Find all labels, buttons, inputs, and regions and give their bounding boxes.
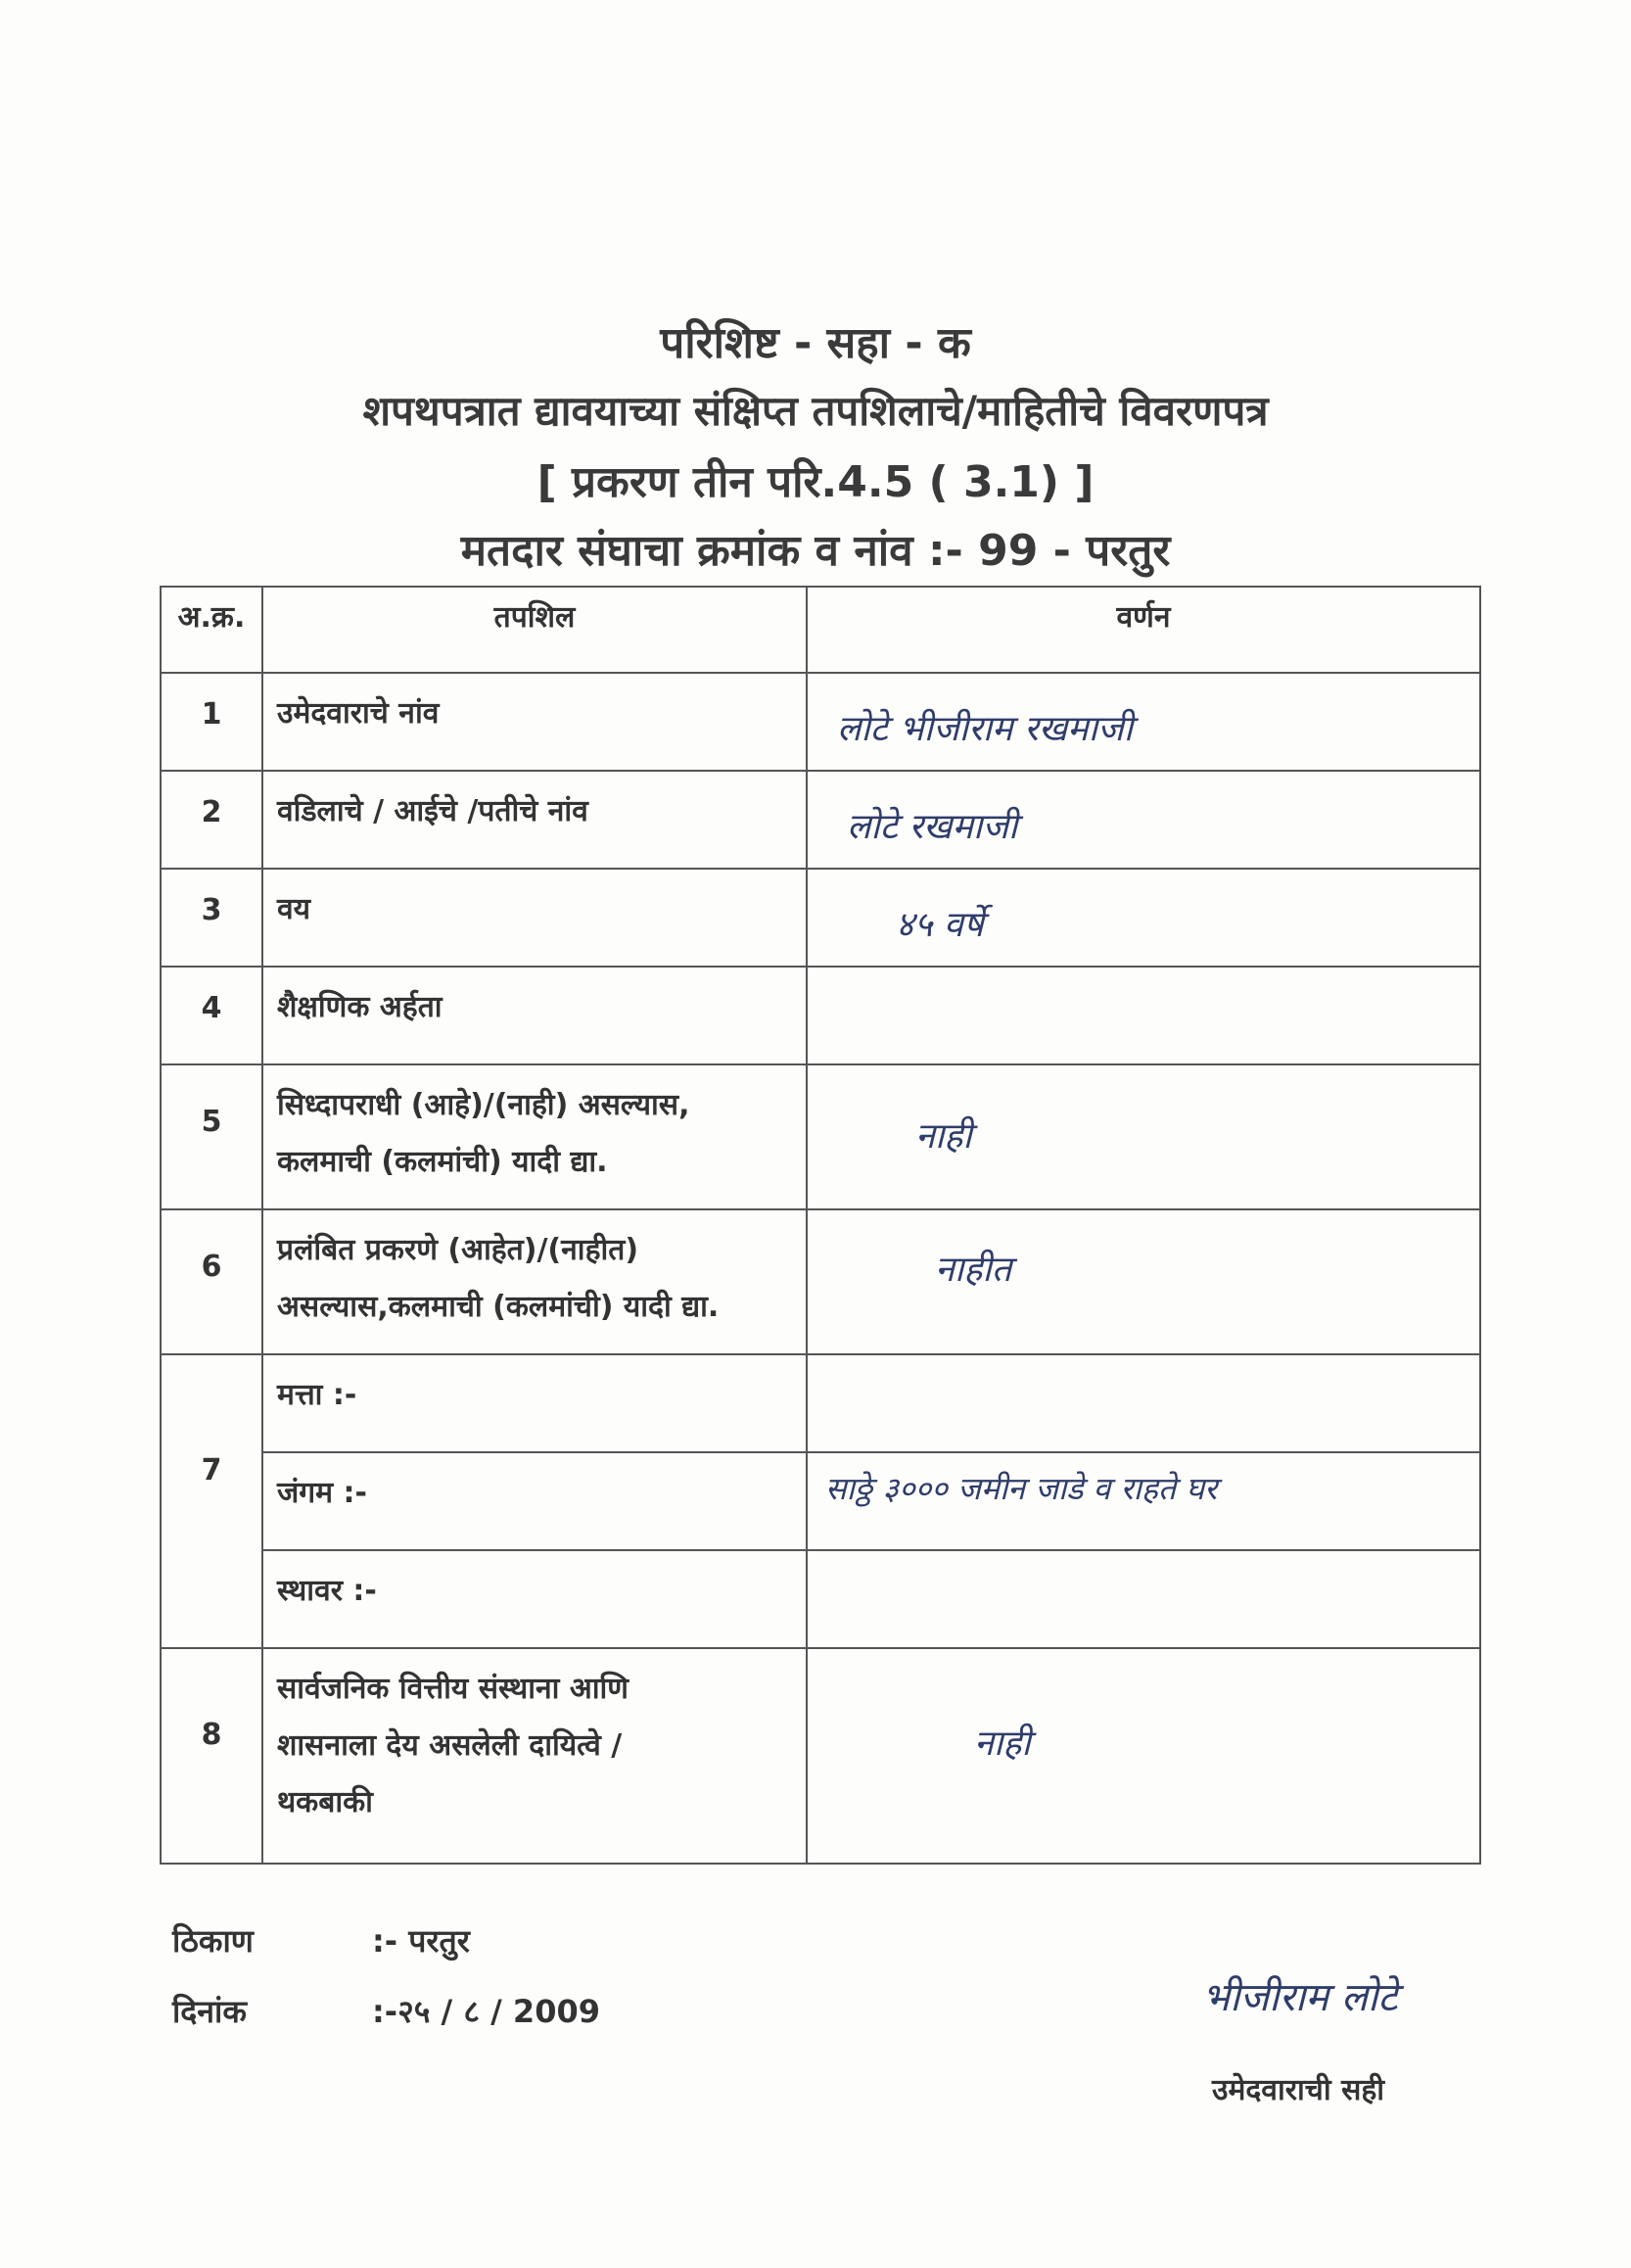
table-row [161,1648,1480,1864]
signature-caption: उमेदवाराची सही [1212,2073,1385,2107]
row-value-cell [807,1648,1480,1864]
row-label: जंगम :- [262,1452,807,1550]
handwritten-value: नाही [915,1116,972,1157]
row-serial: 4 [161,967,262,1064]
column-header-serial: अ.क्र. [161,587,262,673]
handwritten-value: नाही [974,1724,1031,1764]
row-label [262,1648,807,1864]
handwritten-value: साठ्ठे ३००० जमीन जाडे व राहते घर [825,1470,1218,1507]
row-label-line: थकबाकी [277,1785,373,1819]
appendix-title: परिशिष्ट - सहा - क [660,318,971,368]
row-label-line: शासनाला देय असलेली दायित्वे / [277,1728,623,1763]
row-value-cell [807,967,1480,1064]
row-label: शैक्षणिक अर्हता [262,967,807,1064]
date-value: :-२५ / ८ / 2009 [372,1993,600,2030]
row-value-cell [807,1209,1480,1354]
row-label-line: असल्यास,कलमाची (कलमांची) यादी द्या. [277,1290,720,1324]
table-row [161,771,1480,869]
table-row [161,1550,1480,1648]
row-serial: 8 [161,1648,262,1864]
table-row [161,1452,1480,1550]
row-value-cell [807,673,1480,771]
row-serial: 6 [161,1209,262,1354]
handwritten-value: ४५ वर्षे [896,905,984,945]
table-row [161,967,1480,1064]
row-label-line: सार्वजनिक वित्तीय संस्थाना आणि [277,1672,629,1706]
row-serial: 5 [161,1064,262,1209]
column-header-description: वर्णन [807,587,1480,673]
row-serial: 1 [161,673,262,771]
handwritten-value: लोटे रखमाजी [847,807,1018,847]
place-value: :- परतुर [372,1922,470,1960]
row-value-cell [807,869,1480,967]
row-value-cell [807,771,1480,869]
table-header-row [161,587,1480,673]
row-label: मत्ता :- [262,1354,807,1452]
column-header-detail: तपशिल [262,587,807,673]
constituency-line: मतदार संघाचा क्रमांक व नांव :- 99 - परतुर [460,526,1171,576]
row-value-cell [807,1064,1480,1209]
row-label: वडिलाचे / आईचे /पतीचे नांव [262,771,807,869]
table-row [161,1354,1480,1452]
row-label [262,1064,807,1209]
row-value-cell [807,1354,1480,1452]
row-serial: 3 [161,869,262,967]
table-row [161,673,1480,771]
row-label-line: कलमाची (कलमांची) यादी द्या. [277,1145,608,1179]
form-title: शपथपत्रात द्यावयाच्या संक्षिप्त तपशिलाचे/माहितीचे विवरणपत्र [362,387,1269,435]
row-value-cell [807,1452,1480,1550]
date-label: दिनांक [172,1993,247,2030]
candidate-signature: भीजीराम लोटे [1202,1975,1398,2020]
chapter-reference: [ प्रकरण तीन परि.4.5 ( 3.1) ] [536,457,1095,507]
handwritten-value: लोटे भीजीराम रखमाजी [837,709,1134,749]
place-label: ठिकाण [172,1922,254,1960]
row-label-line: प्रलंबित प्रकरणे (आहेत)/(नाहीत) [277,1233,639,1267]
table-row [161,869,1480,967]
row-value-cell [807,1550,1480,1648]
row-label: वय [262,869,807,967]
row-serial: 2 [161,771,262,869]
row-serial: 7 [161,1354,262,1648]
table-row [161,1064,1480,1209]
row-label: स्थावर :- [262,1550,807,1648]
row-label-line: सिध्दापराधी (आहे)/(नाही) असल्यास, [277,1088,690,1122]
details-table [160,586,1481,1865]
row-label [262,1209,807,1354]
row-label: उमेदवाराचे नांव [262,673,807,771]
table-row [161,1209,1480,1354]
handwritten-value: नाहीत [935,1250,1012,1290]
